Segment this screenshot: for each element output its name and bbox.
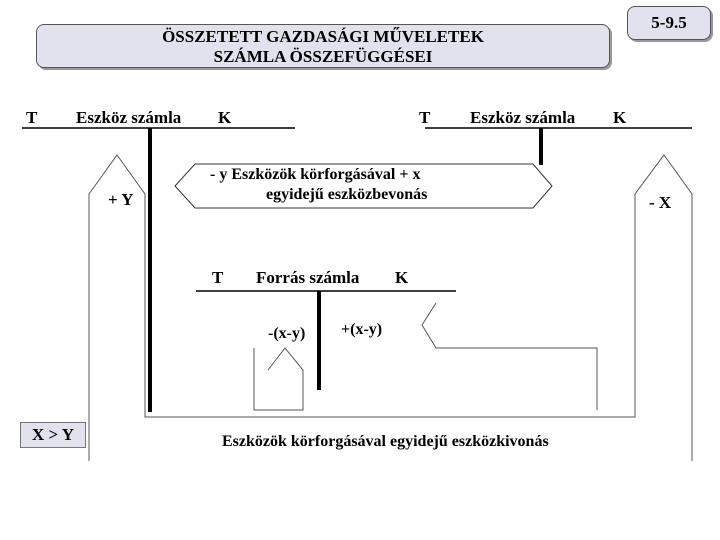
title-box	[36, 24, 610, 68]
left-account-debit-label: T	[26, 108, 38, 127]
swap-label-line1: - y Eszközök körforgásával + x	[210, 166, 421, 183]
left-account-credit-label: K	[218, 108, 232, 127]
source-account-name: Forrás számla	[256, 268, 360, 287]
source-account-credit-label: K	[395, 268, 409, 287]
right-account-entry: - X	[649, 193, 672, 212]
source-return-arrow-outline	[422, 303, 597, 410]
right-account-debit-label: T	[419, 108, 431, 127]
right-account-name: Eszköz számla	[470, 108, 576, 127]
slide-number: 5-9.5	[627, 6, 711, 40]
bottom-label: Eszközök körforgásával egyidejű eszközkivonás	[222, 433, 549, 450]
title-line2: SZÁMLA ÖSSZEFÜGGÉSEI	[213, 47, 433, 66]
left-account-entry: + Y	[108, 190, 134, 209]
condition-box: X > Y	[20, 422, 86, 448]
swap-label-line2: egyidejű eszközbevonás	[266, 186, 428, 203]
source-debit-arrow-outline	[254, 348, 303, 410]
source-account-debit-label: T	[212, 268, 224, 287]
title-line1: ÖSSZETETT GAZDASÁGI MŰVELETEK	[162, 27, 484, 46]
source-account-credit-entry: +(x-y)	[341, 321, 383, 338]
right-account-credit-label: K	[613, 108, 627, 127]
left-account-name: Eszköz számla	[76, 108, 182, 127]
source-account-debit-entry: -(x-y)	[268, 325, 306, 342]
